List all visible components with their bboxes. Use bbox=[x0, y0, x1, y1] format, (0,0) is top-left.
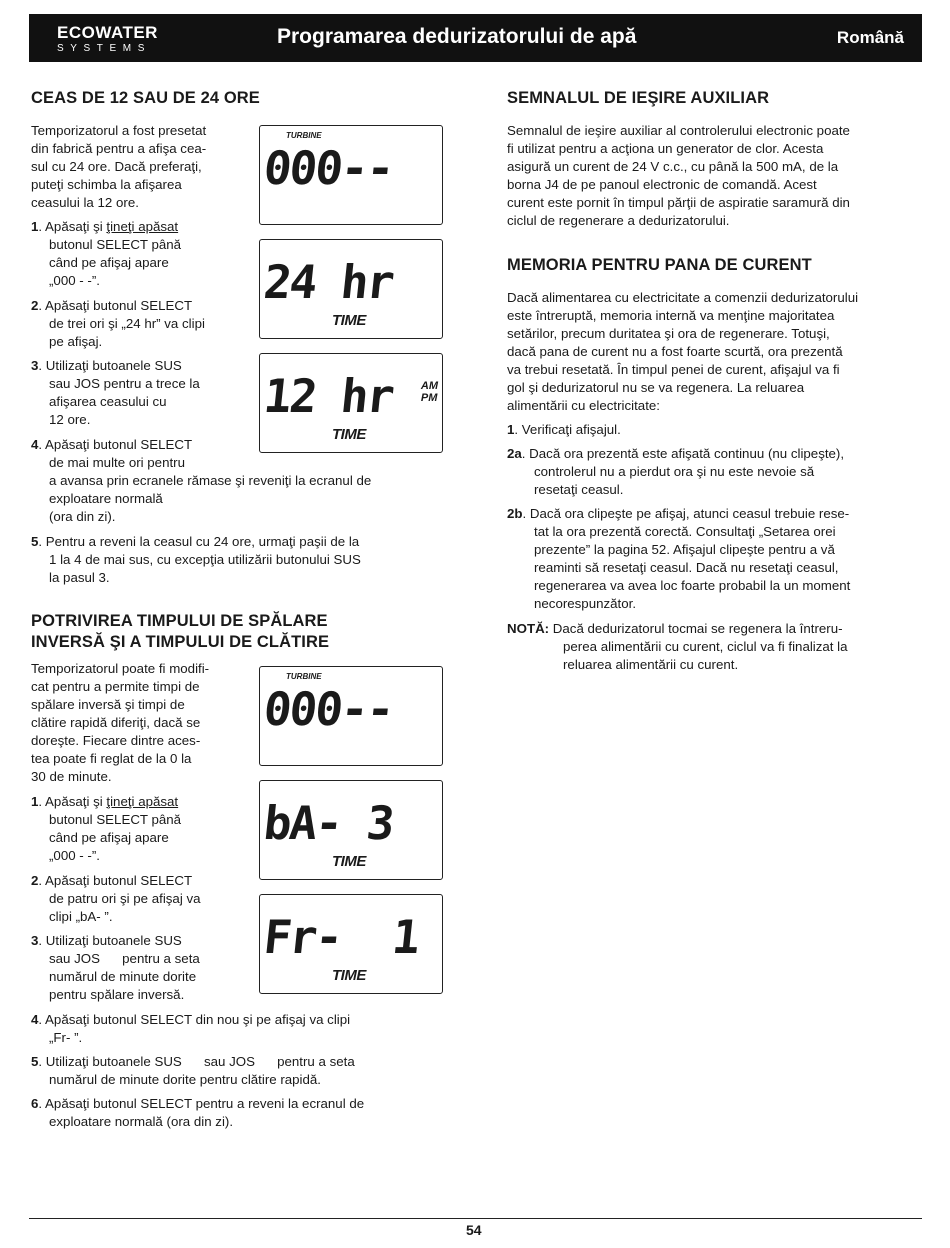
section-heading: MEMORIA PENTRU PANA DE CURENT bbox=[507, 256, 812, 274]
text-line: din fabrică pentru a afişa cea- bbox=[31, 141, 207, 156]
lcd-digits: 000-- bbox=[261, 141, 396, 195]
text-line: 30 de minute. bbox=[31, 769, 112, 784]
text-line: Temporizatorul a fost presetat bbox=[31, 123, 207, 138]
page-header bbox=[29, 14, 922, 62]
time-label: TIME bbox=[332, 312, 366, 329]
step-number: 1 bbox=[31, 794, 39, 809]
step-number: 1 bbox=[507, 422, 515, 437]
text-line: butonul SELECT până bbox=[49, 237, 182, 252]
step-1 bbox=[31, 793, 181, 865]
step-2 bbox=[31, 872, 201, 926]
step-3 bbox=[31, 357, 200, 429]
text-line: pe afişaj. bbox=[49, 334, 103, 349]
step-number: 2 bbox=[31, 298, 39, 313]
lcd-digits: 12 hr bbox=[261, 369, 396, 423]
text-span: . Verificaţi afişajul. bbox=[514, 422, 621, 437]
text-line: spălare inversă şi timpi de bbox=[31, 697, 185, 712]
step-1 bbox=[507, 421, 621, 439]
text-span: . Dacă ora prezentă este afişată continuu (nu clipeşte), bbox=[521, 446, 845, 461]
text-span: . Utilizaţi butoanele SUS sau JOS pentru a seta bbox=[38, 1054, 355, 1069]
text-line: resetaţi ceasul. bbox=[534, 482, 624, 497]
step-number: 3 bbox=[31, 358, 39, 373]
text-span: . Apăsaţi şi bbox=[38, 794, 107, 809]
text-line: Dacă alimentarea cu electricitate a comenzii dedurizatorului bbox=[507, 290, 859, 305]
lcd-display-24hr bbox=[259, 239, 443, 339]
text-line: numărul de minute dorite pentru clătire rapidă. bbox=[49, 1072, 321, 1087]
footer-divider bbox=[29, 1218, 922, 1219]
intro-paragraph bbox=[31, 660, 246, 786]
step-number: 5 bbox=[31, 534, 39, 549]
lcd-display-turbine bbox=[259, 666, 443, 766]
step-2 bbox=[31, 297, 205, 351]
lcd-display-turbine bbox=[259, 125, 443, 225]
text-line: exploatare normală (ora din zi). bbox=[49, 1114, 234, 1129]
text-line: tea poate fi reglat de la 0 la bbox=[31, 751, 192, 766]
step-number: 6 bbox=[31, 1096, 39, 1111]
step-number: 5 bbox=[31, 1054, 39, 1069]
text-line: „000 - -”. bbox=[49, 273, 100, 288]
text-span: . Apăsaţi butonul SELECT bbox=[38, 437, 193, 452]
am-pm-indicator bbox=[421, 380, 438, 404]
text-line: prezente” la pagina 52. Afişajul clipeşte pentru a vă bbox=[534, 542, 835, 557]
step-6 bbox=[31, 1095, 451, 1131]
heading-line: INVERSĂ ŞI A TIMPULUI DE CLĂTIRE bbox=[31, 633, 330, 651]
text-line: clătire rapidă diferiţi, dacă se bbox=[31, 715, 201, 730]
text-line: a avansa prin ecranele rămase şi reveniţi la ecranul de bbox=[49, 473, 372, 488]
text-line: regenerarea va avea loc foarte probabil la un moment bbox=[534, 578, 851, 593]
text-line: borna J4 de pe panoul electronic de comandă. Acest bbox=[507, 177, 817, 192]
text-line: exploatare normală bbox=[49, 491, 163, 506]
page-title: Programarea dedurizatorului de apă bbox=[277, 25, 637, 48]
text-span: . Dacă ora clipeşte pe afişaj, atunci ceasul trebuie rese- bbox=[522, 506, 850, 521]
text-line: afişarea ceasului cu bbox=[49, 394, 167, 409]
text-line: când pe afişaj apare bbox=[49, 255, 169, 270]
step-number: 4 bbox=[31, 1012, 39, 1027]
text-span: . Apăsaţi butonul SELECT pentru a reveni la ecranul de bbox=[38, 1096, 365, 1111]
step-2b bbox=[507, 505, 919, 613]
intro-paragraph bbox=[31, 122, 246, 212]
step-5 bbox=[31, 1053, 451, 1089]
text-span: . Pentru a reveni la ceasul cu 24 ore, urmaţi paşii de la bbox=[38, 534, 360, 549]
text-line: „Fr- ”. bbox=[49, 1030, 83, 1045]
body-paragraph bbox=[507, 289, 919, 415]
turbine-label: TURBINE bbox=[286, 131, 322, 140]
text-line: perea alimentării cu curent, ciclul va fi finalizat la bbox=[563, 639, 848, 654]
text-line: clipi „bA- ”. bbox=[49, 909, 113, 924]
time-label: TIME bbox=[332, 426, 366, 443]
text-span: Dacă dedurizatorul tocmai se regenera la întreru- bbox=[549, 621, 843, 636]
step-1 bbox=[31, 218, 181, 290]
text-line: este întreruptă, memoria internă va menţine majoritatea bbox=[507, 308, 835, 323]
text-line: pentru spălare inversă. bbox=[49, 987, 185, 1002]
step-4 bbox=[31, 1011, 451, 1047]
text-line: ceasului la 12 ore. bbox=[31, 195, 139, 210]
text-line: curent este pornit în timpul părţii de aspiratie saramură din bbox=[507, 195, 850, 210]
text-line: numărul de minute dorite bbox=[49, 969, 197, 984]
text-line: puteţi schimba la afişarea bbox=[31, 177, 182, 192]
step-number: 1 bbox=[31, 219, 39, 234]
text-line: de trei ori şi „24 hr” va clipi bbox=[49, 316, 205, 331]
text-line: tat la ora prezentă corectă. Consultaţi „Setarea orei bbox=[534, 524, 836, 539]
text-line: „000 - -”. bbox=[49, 848, 100, 863]
step-number: 2b bbox=[507, 506, 523, 521]
lcd-display-backwash bbox=[259, 780, 443, 880]
text-span: . Apăsaţi butonul SELECT bbox=[38, 298, 193, 313]
underlined-text: ţineţi apăsat bbox=[106, 794, 179, 809]
body-paragraph bbox=[507, 122, 919, 230]
page-number: 54 bbox=[466, 1222, 482, 1238]
text-line: va trebui resetată. În timpul penei de curent, afişajul va fi bbox=[507, 362, 840, 377]
text-line: sau JOS pentru a seta bbox=[49, 951, 200, 966]
brand-logo-sub: SYSTEMS bbox=[57, 43, 151, 54]
text-span: . Utilizaţi butoanele SUS bbox=[38, 933, 182, 948]
step-number: 2 bbox=[31, 873, 39, 888]
text-line: alimentării cu electricitate: bbox=[507, 398, 660, 413]
note bbox=[507, 620, 919, 674]
text-line: doreşte. Fiecare dintre aces- bbox=[31, 733, 201, 748]
step-2a bbox=[507, 445, 919, 499]
note-label: NOTĂ: bbox=[507, 621, 550, 636]
text-line: când pe afişaj apare bbox=[49, 830, 169, 845]
lcd-digits: 24 hr bbox=[261, 255, 396, 309]
step-number: 4 bbox=[31, 437, 39, 452]
turbine-label: TURBINE bbox=[286, 672, 322, 681]
language-label: Română bbox=[836, 28, 904, 47]
step-number: 3 bbox=[31, 933, 39, 948]
time-label: TIME bbox=[332, 853, 366, 870]
text-line: Temporizatorul poate fi modifi- bbox=[31, 661, 210, 676]
brand-logo: ECOWATER bbox=[57, 23, 158, 42]
text-line: reluarea alimentării cu curent. bbox=[563, 657, 739, 672]
text-line: sul cu 24 ore. Dacă preferaţi, bbox=[31, 159, 202, 174]
lcd-display-rinse bbox=[259, 894, 443, 994]
text-line: ciclul de regenerare a dedurizatorului. bbox=[507, 213, 730, 228]
section-heading bbox=[31, 611, 329, 653]
underlined-text: ţineţi apăsat bbox=[106, 219, 179, 234]
step-3 bbox=[31, 932, 200, 1004]
text-line: cat pentru a permite timpi de bbox=[31, 679, 200, 694]
text-line: reaminti să resetaţi ceasul. Dacă nu resetaţi ceasul, bbox=[534, 560, 839, 575]
text-line: asigură un curent de 24 V c.c., cu până la 500 mA, de la bbox=[507, 159, 839, 174]
text-line: butonul SELECT până bbox=[49, 812, 182, 827]
text-span: . Apăsaţi şi bbox=[38, 219, 107, 234]
step-number: 2a bbox=[507, 446, 522, 461]
time-label: TIME bbox=[332, 967, 366, 984]
text-line: dacă pana de curent nu a fost foarte scurtă, ora prezentă bbox=[507, 344, 843, 359]
text-line: 1 la 4 de mai sus, cu excepţia utilizării butonului SUS bbox=[49, 552, 361, 567]
text-line: necorespunzător. bbox=[534, 596, 637, 611]
am-label: AM bbox=[420, 380, 438, 392]
text-span: . Apăsaţi butonul SELECT din nou şi pe afişaj va clipi bbox=[38, 1012, 351, 1027]
text-line: setărilor, precum duritatea şi ora de regenerare. Totuşi, bbox=[507, 326, 830, 341]
text-line: de mai multe ori pentru bbox=[49, 455, 185, 470]
text-line: 12 ore. bbox=[49, 412, 91, 427]
pm-label: PM bbox=[420, 392, 438, 404]
step-5 bbox=[31, 533, 451, 587]
text-line: (ora din zi). bbox=[49, 509, 116, 524]
lcd-digits: Fr- 1 bbox=[261, 910, 422, 964]
lcd-digits: 000-- bbox=[261, 682, 396, 736]
text-line: la pasul 3. bbox=[49, 570, 110, 585]
text-span: . Apăsaţi butonul SELECT bbox=[38, 873, 193, 888]
text-line: sau JOS pentru a trece la bbox=[49, 376, 200, 391]
text-line: gol şi dedurizatorul nu se va regenera. La reluarea bbox=[507, 380, 805, 395]
text-span: . Utilizaţi butoanele SUS bbox=[38, 358, 182, 373]
text-line: Semnalul de ieşire auxiliar al controlerului electronic poate bbox=[507, 123, 850, 138]
text-line: fi utilizat pentru a acţiona un generator de clor. Acesta bbox=[507, 141, 824, 156]
text-line: de patru ori şi pe afişaj va bbox=[49, 891, 201, 906]
section-heading: SEMNALUL DE IEŞIRE AUXILIAR bbox=[507, 89, 770, 107]
lcd-digits: bA- 3 bbox=[261, 796, 396, 850]
text-line: controlerul nu a pierdut ora şi nu este nevoie să bbox=[534, 464, 815, 479]
lcd-display-12hr bbox=[259, 353, 443, 453]
section-heading: CEAS DE 12 SAU DE 24 ORE bbox=[31, 89, 260, 107]
heading-line: POTRIVIREA TIMPULUI DE SPĂLARE bbox=[31, 612, 328, 630]
